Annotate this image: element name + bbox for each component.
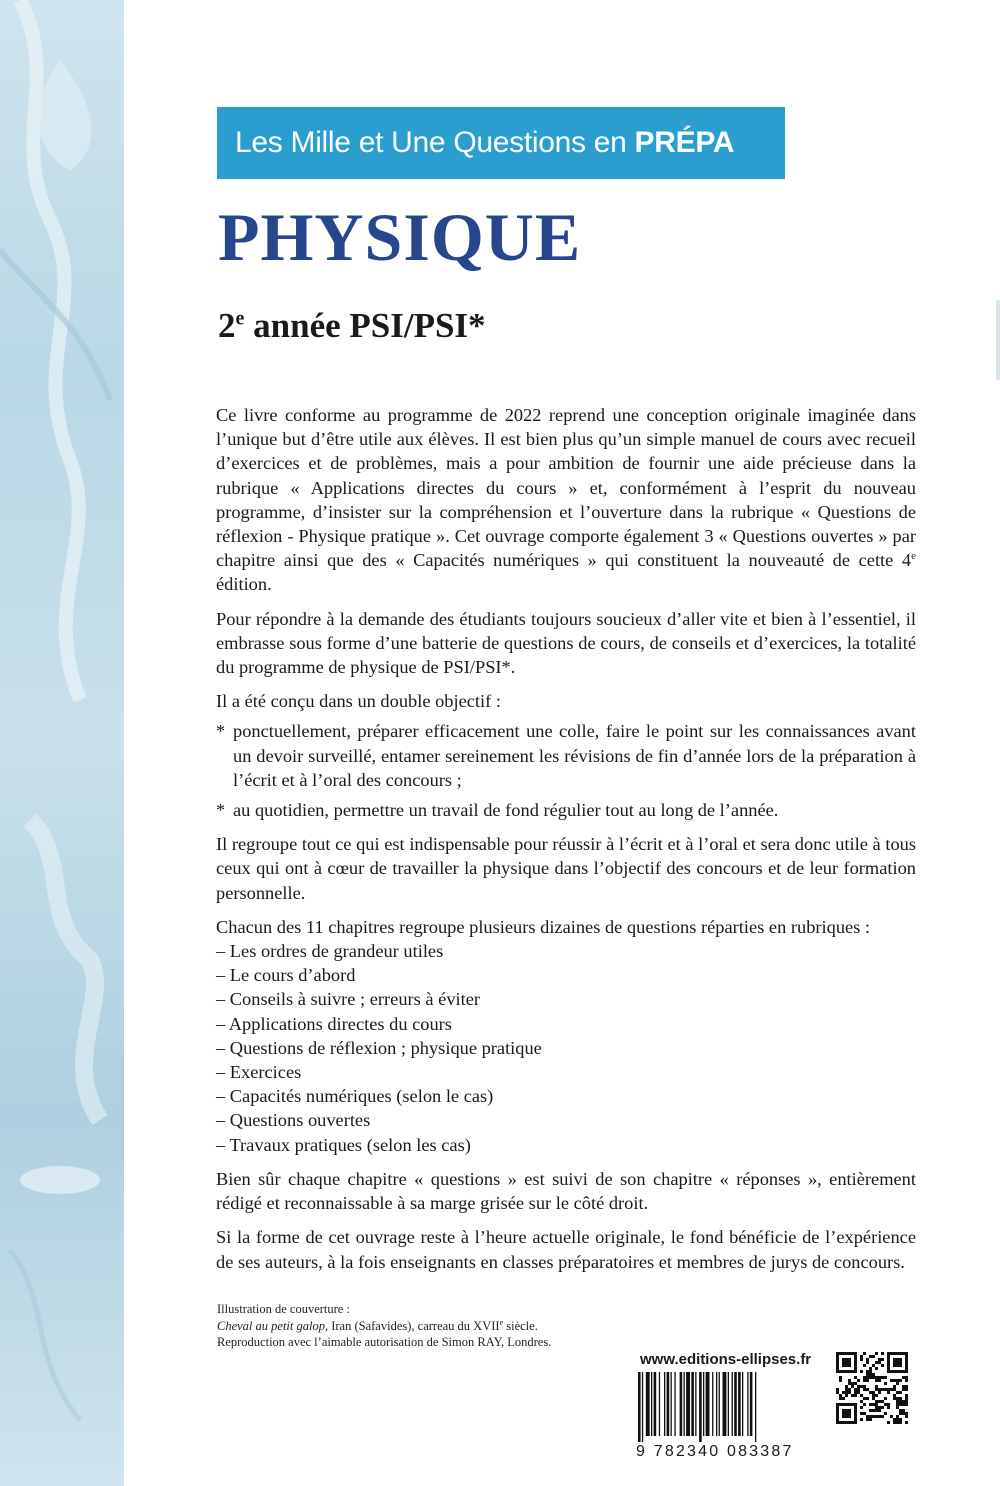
list-item	[216, 719, 916, 792]
page-title: PHYSIQUE	[218, 199, 582, 275]
paragraph-chapters: Chacun des 11 chapitres regroupe plusieurs dizaines de questions réparties en rubriques :	[216, 916, 871, 937]
subtitle-ordinal: 2	[218, 306, 236, 345]
paragraph-authors: Si la forme de cet ouvrage reste à l’heure actuelle originale, le fond bénéficie de l’expérience de ses auteurs, à la fois enseignants en classes préparatoires et membres de jurys de concours.	[216, 1227, 916, 1272]
list-item: – Applications directes du cours	[216, 1013, 452, 1034]
rubriques-list	[216, 939, 916, 1157]
subtitle-rest: année PSI/PSI*	[244, 306, 486, 345]
edition-sup: e	[911, 550, 916, 563]
credits-line-3: Reproduction avec l’aimable autorisation de Simon RAY, Londres.	[217, 1335, 552, 1349]
series-bold: PRÉPA	[634, 126, 735, 159]
isbn-number: 9 782340 083387	[636, 1443, 794, 1460]
bullet-marker: *	[216, 800, 226, 821]
list-item: – Exercices	[216, 1062, 302, 1083]
page-edge	[996, 300, 1000, 380]
paragraph-objective: Il a été conçu dans un double objectif :	[216, 691, 501, 712]
list-item: – Questions ouvertes	[216, 1110, 371, 1131]
century-sup: e	[499, 1317, 504, 1327]
list-item: – Les ordres de grandeur utiles	[216, 941, 444, 962]
credits-line-1: Illustration de couverture :	[217, 1302, 350, 1316]
back-cover-text	[216, 403, 916, 1284]
qr-code-icon	[836, 1352, 908, 1424]
list-item: – Le cours d’abord	[216, 965, 356, 986]
bullet-text: au quotidien, permettre un travail de fond régulier tout au long de l’année.	[233, 800, 779, 821]
credits-line-2	[217, 1318, 697, 1335]
paragraph-intro	[216, 403, 916, 597]
subtitle	[218, 306, 486, 346]
paragraph-intro-b: édition.	[216, 574, 272, 595]
list-item	[216, 798, 916, 822]
series-prefix: Les Mille et Une Questions en	[235, 126, 635, 159]
paragraph-students: Pour répondre à la demande des étudiants toujours soucieux d’aller vite et bien à l’essentiel, il embrasse sous forme d’une batterie de questions de cours, de conseils et d’exercices, la totalité du programme de physique de PSI/PSI*.	[216, 608, 916, 678]
artwork-title: Cheval au petit galop	[217, 1318, 325, 1333]
list-item: – Questions de réflexion ; physique pratique	[216, 1037, 542, 1058]
list-item: – Travaux pratiques (selon les cas)	[216, 1134, 471, 1155]
list-item: – Capacités numériques (selon le cas)	[216, 1086, 494, 1107]
bullet-marker: *	[216, 721, 226, 742]
barcode-icon	[636, 1372, 828, 1442]
objectives-list	[216, 719, 916, 822]
list-item: – Conseils à suivre ; erreurs à éviter	[216, 989, 481, 1010]
tile-ornament-icon	[0, 0, 124, 1486]
subtitle-ordinal-sup: e	[235, 307, 245, 330]
bullet-text: ponctuellement, préparer efficacement une colle, faire le point sur les connaissances avant un devoir surveillé, entamer sereinement les révisions de fin d’année lors de la préparation à l’écrit et à l’oral des concours ;	[233, 721, 916, 790]
cover-illustration-strip	[0, 0, 124, 1486]
illustration-credits	[217, 1301, 697, 1351]
paragraph-answers: Bien sûr chaque chapitre « questions » est suivi de son chapitre « réponses », entièrement rédigé et reconnaissable à sa marge grisée sur le côté droit.	[216, 1168, 916, 1214]
paragraph-essentials: Il regroupe tout ce qui est indispensable pour réussir à l’écrit et à l’oral et sera donc utile à tous ceux qui ont à cœur de travailler la physique dans l’objectif des concours et de leur formation personnelle.	[216, 834, 916, 903]
credits-line-2-a: , Iran (Safavides), carreau du XVII	[324, 1318, 500, 1333]
series-banner	[217, 107, 785, 179]
publisher-website: www.editions-ellipses.fr	[640, 1351, 812, 1368]
paragraph-intro-a: Ce livre conforme au programme de 2022 reprend une conception originale imaginée dans l’unique but d’être utile aux élèves. Il est bien plus qu’un simple manuel de cours avec recueil d’exercices et de problèmes, mais a pour ambition de fournir une aide précieuse dans la rubrique « Applications directes du cours » et, conformément à l’esprit du nouveau programme, d’insister sur la compréhension et l’ouverture dans la rubrique « Questions de réflexion - Physique pratique ». Cet ouvrage comporte également 3 « Questions ouvertes » par chapitre ainsi que des « Capacités numériques » qui constituent la nouveauté de cette 4	[216, 405, 916, 571]
credits-line-2-b: siècle.	[503, 1318, 538, 1333]
